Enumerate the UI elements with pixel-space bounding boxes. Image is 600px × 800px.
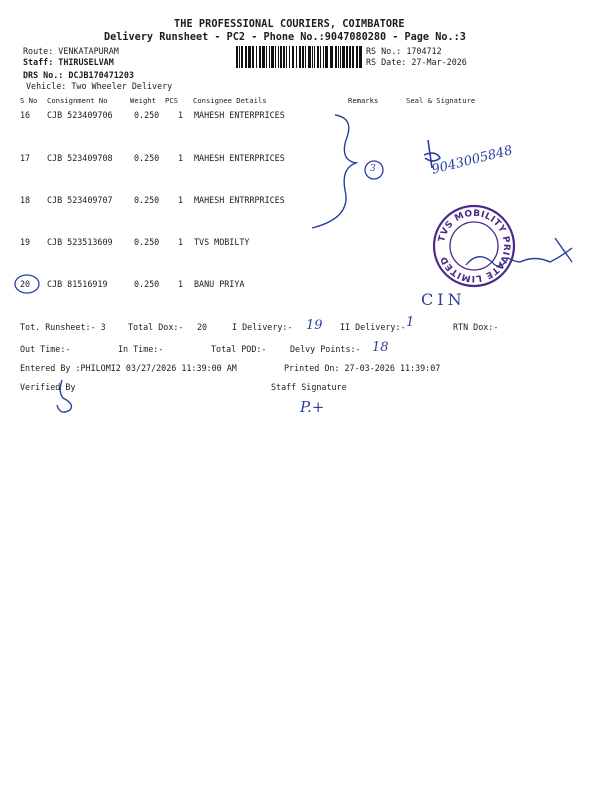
handwritten-delvy-points: 18 <box>372 340 389 355</box>
rs-date: RS Date: 27-Mar-2026 <box>366 57 467 67</box>
handwritten-count: 3 <box>370 164 376 174</box>
row-weight: 0.250 <box>134 279 160 289</box>
printed-on: Printed On: 27-03-2026 11:39:07 <box>284 363 441 373</box>
tot-runsheet: Tot. Runsheet:- 3 <box>20 322 106 332</box>
row-consignment: CJB 523409707 <box>47 195 113 205</box>
row-20-circle <box>15 275 39 293</box>
drs-number: DRS No.: DCJB170471203 <box>23 70 134 80</box>
row-sno: 17 <box>20 153 31 163</box>
runsheet-title: Delivery Runsheet - PC2 - Phone No.:9047080280 - Page No.:3 <box>104 32 466 43</box>
row-consignee: BANU PRIYA <box>194 279 245 289</box>
rs-number: RS No.: 1704712 <box>366 46 442 56</box>
company-title: THE PROFESSIONAL COURIERS, COIMBATORE <box>174 19 405 30</box>
col-consignment: Consignment No <box>47 96 108 105</box>
i-delivery-label: I Delivery:- <box>232 322 293 332</box>
row-sno: 20 <box>20 279 31 289</box>
entered-by: Entered By :PHILOMI2 03/27/2026 11:39:00 AM <box>20 363 237 373</box>
row-weight: 0.250 <box>134 237 160 247</box>
handwritten-ii-delivery: 1 <box>406 315 415 330</box>
handwritten-staff-initials: P.+ <box>300 398 325 416</box>
row-consignment: CJB 523513609 <box>47 237 113 247</box>
total-pod-label: Total POD:- <box>211 344 267 354</box>
in-time-label: In Time:- <box>118 344 164 354</box>
row-weight: 0.250 <box>134 153 160 163</box>
row-weight: 0.250 <box>134 110 160 120</box>
bracket-mark <box>312 115 356 228</box>
total-dox-value: 20 <box>197 322 208 332</box>
col-sno: S No <box>20 96 38 105</box>
total-dox-label: Total Dox:- <box>128 322 184 332</box>
route-label: Route: VENKATAPURAM <box>23 46 119 56</box>
handwritten-i-delivery: 19 <box>306 318 323 333</box>
col-remarks: Remarks <box>348 96 379 105</box>
row-pcs: 1 <box>178 279 184 289</box>
col-pcs: PCS <box>165 96 178 105</box>
row-consignee: MAHESH ENTRRPRICES <box>194 195 285 205</box>
row-consignee: MAHESH ENTERPRICES <box>194 110 285 120</box>
row-pcs: 1 <box>178 110 184 120</box>
staff-label: Staff: THIRUSELVAM <box>23 57 114 67</box>
row-consignment: CJB 523409708 <box>47 153 113 163</box>
col-seal-signature: Seal & Signature <box>406 96 476 105</box>
handwritten-cin: CIN <box>421 290 466 309</box>
row-sno: 18 <box>20 195 31 205</box>
row-sno: 19 <box>20 237 31 247</box>
row-pcs: 1 <box>178 153 184 163</box>
col-consignee: Consignee Details <box>193 96 267 105</box>
verified-mark <box>57 380 71 412</box>
row-pcs: 1 <box>178 237 184 247</box>
stamp-text: TVS MOBILITY PRIVATE LIMITED <box>437 208 512 284</box>
recipient-signature <box>466 238 572 266</box>
row-consignment: CJB 523409706 <box>47 110 113 120</box>
col-weight: Weight <box>130 96 156 105</box>
staff-signature-label: Staff Signature <box>271 382 347 392</box>
row-consignee: MAHESH ENTERPRICES <box>194 153 285 163</box>
row-weight: 0.250 <box>134 195 160 205</box>
out-time-label: Out Time:- <box>20 344 71 354</box>
row-consignment: CJB 81516919 <box>47 279 108 289</box>
ii-delivery-label: II Delivery:- <box>340 322 406 332</box>
row-consignee: TVS MOBILTY <box>194 237 250 247</box>
row-sno: 16 <box>20 110 31 120</box>
vehicle-label: Vehicle: Two Wheeler Delivery <box>26 81 173 91</box>
rtn-dox-label: RTN Dox:- <box>453 322 499 332</box>
verified-by-label: Verified By <box>20 382 76 392</box>
handwritten-phone: 9043005848 <box>430 143 515 178</box>
row-pcs: 1 <box>178 195 184 205</box>
delvy-points-label: Delvy Points:- <box>290 344 361 354</box>
